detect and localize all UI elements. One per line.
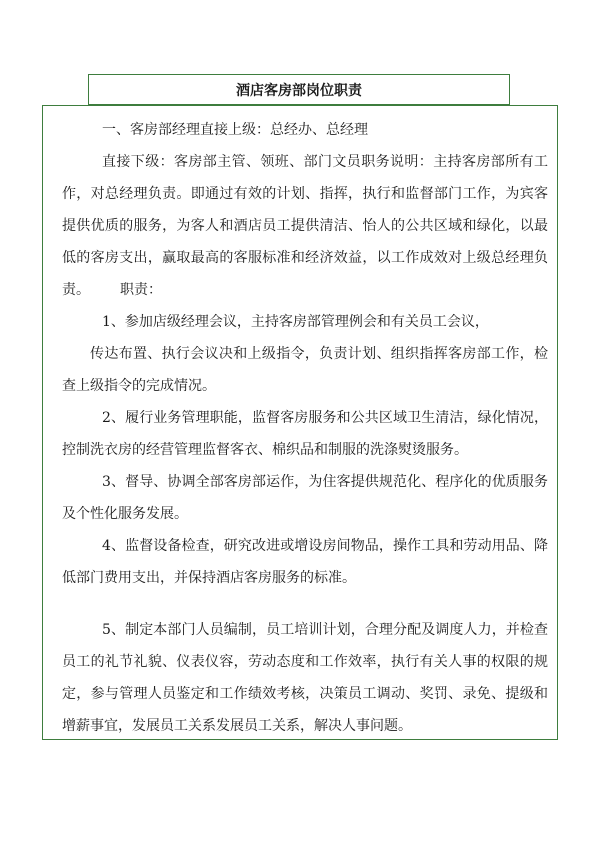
paragraph-duty-4: 4、监督设备检查，研究改进或增设房间物品，操作工具和劳动用品、降低部门费用支出，并保持酒店客房服务的标准。 (62, 538, 548, 586)
paragraph-duty-5: 5、制定本部门人员编制，员工培训计划，合理分配及调度人力，并检查员工的礼节礼貌、仪表仪容，劳动态度和工作效率，执行有关人事的权限的规定，参与管理人员鉴定和工作绩效考核，决策员工调动、奖罚、录免、提级和增薪事宜，发展员工关系发展员工关系，解决人事问题。 (62, 622, 548, 734)
paragraph-subordinate-description: 直接下级：客房部主管、领班、部门文员职务说明：主持客房部所有工作，对总经理负责。即通过有效的计划、指挥，执行和监督部门工作，为宾客提供优质的服务，为客人和酒店员工提供清洁、怡人的公共区域和绿化，以最低的客房支出，赢取最高的客服标准和经济效益，以工作成效对上级总经理负责。 (62, 154, 548, 298)
paragraph-duty-2: 2、履行业务管理职能，监督客房服务和公共区域卫生清洁，绿化情况，控制洗衣房的经营管理监督客衣、棉织品和制服的洗涤熨烫服务。 (62, 410, 548, 458)
document-title: 酒店客房部岗位职责 (88, 74, 510, 105)
paragraph-duty-1: 1、参加店级经理会议，主持客房部管理例会和有关员工会议， (102, 314, 489, 330)
paragraph-duty-3: 3、督导、协调全部客房部运作，为住客提供规范化、程序化的优质服务及个性化服务发展。 (62, 474, 548, 522)
paragraph-superior: 一、客房部经理直接上级：总经办、总经理 (102, 122, 368, 138)
paragraph-duty-1-cont: 传达布置、执行会议决和上级指令，负责计划、组织指挥客房部工作，检查上级指令的完成情况。 (62, 346, 548, 394)
paragraph-duties-heading: 职责： (120, 282, 162, 298)
content-box (42, 105, 558, 740)
